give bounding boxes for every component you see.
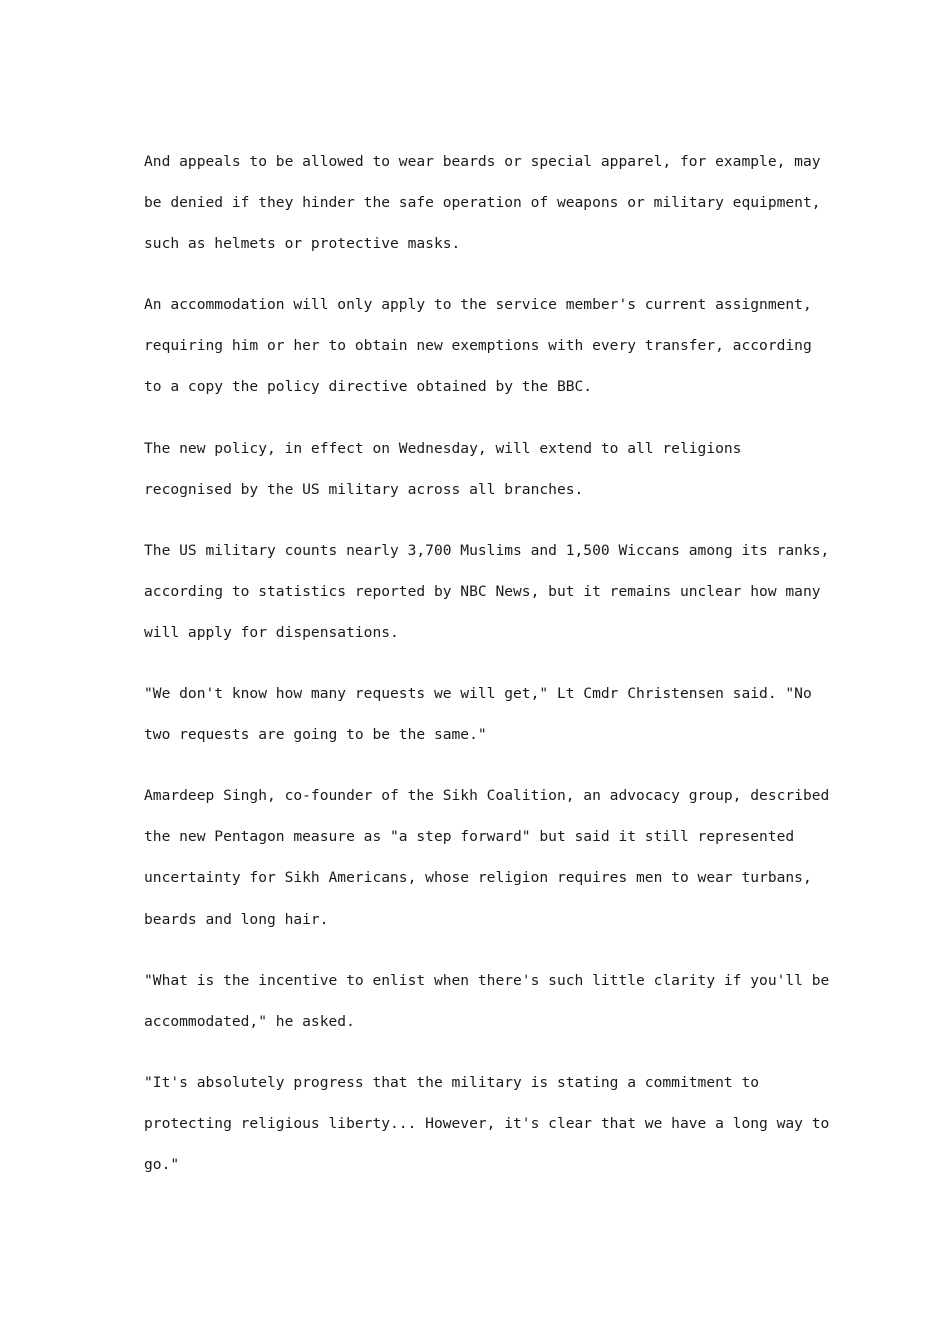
- text-line: go.": [144, 1155, 180, 1173]
- text-line: "We don't know how many requests we will get," Lt Cmdr Christensen said. "No: [144, 685, 812, 703]
- text-line: to a copy the policy directive obtained by the BBC.: [144, 378, 593, 396]
- text-line: such as helmets or protective masks.: [144, 235, 461, 253]
- paragraph-new-policy: [144, 428, 809, 510]
- paragraph-incentive-quote: [144, 960, 830, 1042]
- paragraph-sikh-coalition: [144, 775, 830, 939]
- text-line: accommodated," he asked.: [144, 1012, 355, 1030]
- text-line: recognised by the US military across all branches.: [144, 480, 584, 498]
- paragraph-christensen-quote: [144, 673, 812, 755]
- paragraph-accommodation: [144, 284, 812, 407]
- text-line: Amardeep Singh, co-founder of the Sikh Coalition, an advocacy group, described: [144, 787, 830, 805]
- article-body: [144, 141, 830, 1205]
- text-line: The new policy, in effect on Wednesday, will extend to all religions: [144, 439, 742, 457]
- text-line: beards and long hair.: [144, 910, 329, 928]
- text-line: "It's absolutely progress that the military is stating a commitment to: [144, 1073, 760, 1091]
- text-line: according to statistics reported by NBC News, but it remains unclear how many: [144, 582, 821, 600]
- text-line: And appeals to be allowed to wear beards or special apparel, for example, may: [144, 153, 821, 170]
- paragraph-military-counts: [144, 530, 830, 653]
- text-line: requiring him or her to obtain new exemptions with every transfer, according: [144, 337, 812, 355]
- text-line: "What is the incentive to enlist when there's such little clarity if you'll be: [144, 971, 830, 989]
- text-line: protecting religious liberty... However, it's clear that we have a long way to: [144, 1114, 830, 1132]
- text-line: uncertainty for Sikh Americans, whose religion requires men to wear turbans,: [144, 869, 812, 887]
- text-line: the new Pentagon measure as "a step forward" but said it still represented: [144, 828, 795, 846]
- text-line: The US military counts nearly 3,700 Muslims and 1,500 Wiccans among its ranks,: [144, 541, 830, 559]
- text-line: will apply for dispensations.: [144, 623, 399, 641]
- text-line: be denied if they hinder the safe operation of weapons or military equipment,: [144, 194, 821, 212]
- paragraph-beards-apparel: [144, 141, 821, 264]
- text-line: An accommodation will only apply to the service member's current assignment,: [144, 296, 812, 314]
- paragraph-progress-quote: [144, 1062, 830, 1185]
- text-line: two requests are going to be the same.": [144, 726, 487, 744]
